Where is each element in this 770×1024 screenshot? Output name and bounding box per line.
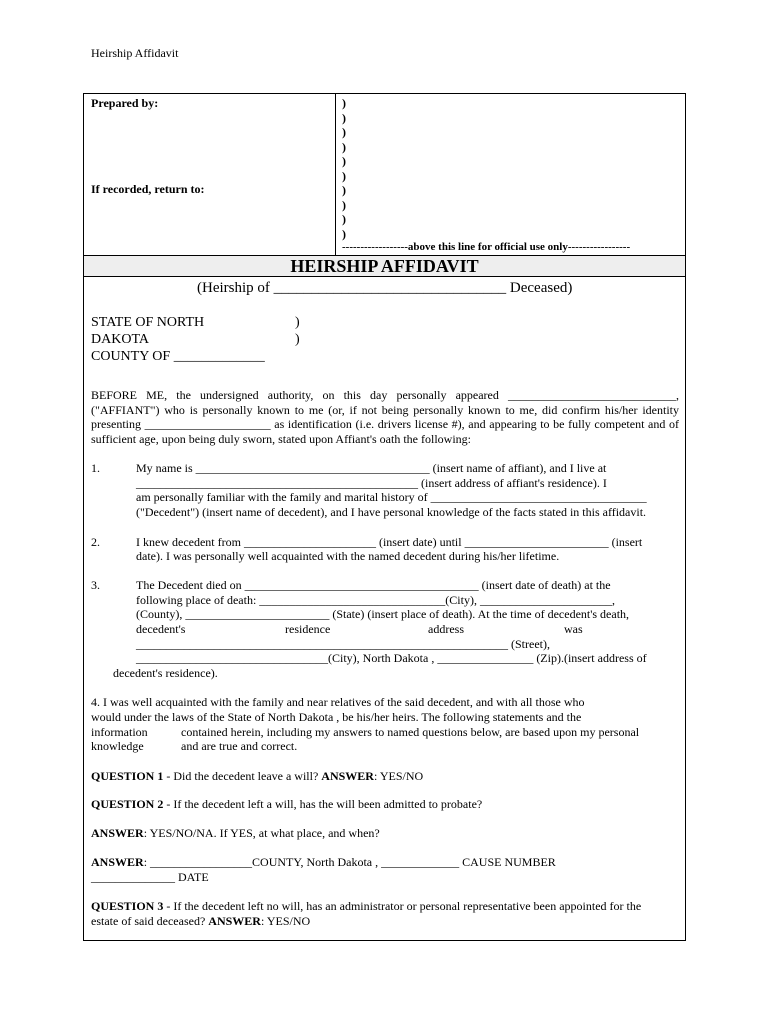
question-text: - If the decedent left no will, has an administrator or personal representative been appointed for the (163, 899, 642, 913)
item2-line: I knew decedent from ______________________ (insert date) until ________________________ (insert (136, 535, 643, 549)
item4-col: knowledge (91, 739, 144, 753)
answer-text: : YES/NO (260, 914, 311, 928)
item-number: 3. (91, 578, 100, 592)
page-header: Heirship Affidavit (91, 46, 179, 60)
answer-3-date: ______________ DATE (91, 870, 209, 884)
answer-text: : YES/NO (373, 769, 424, 783)
answer-label: ANSWER (91, 855, 144, 869)
paren: ) (342, 197, 346, 212)
item3-line: (County), ________________________ (State) (insert place of death). At the time of decedent's death, (136, 607, 630, 621)
item4-line: would under the laws of the State of North Dakota , be his/her heirs. The following statements and the (91, 710, 582, 724)
state-line2: DAKOTA (91, 332, 149, 347)
question-text: estate of said deceased? (91, 914, 209, 928)
item3-word: was (564, 622, 583, 636)
item2-line: date). I was personally well acquainted with the named decedent during his/her lifetime. (136, 549, 560, 563)
item1-line: _______________________________________________ (insert address of affiant's residence). I (136, 476, 607, 490)
answer-label: ANSWER (321, 769, 374, 783)
item1-line: am personally familiar with the family and marital history of ____________________________________ (136, 490, 647, 504)
county-line: COUNTY OF _____________ (91, 349, 265, 364)
question-1 (91, 769, 423, 784)
document-title: HEIRSHIP AFFIDAVIT (84, 255, 685, 277)
answer-text: : YES/NO/NA. If YES, at what place, and when? (143, 826, 380, 840)
item3-line: The Decedent died on _______________________________________ (insert date of death) at the (136, 578, 611, 592)
question-text: - Did the decedent leave a will? (163, 769, 322, 783)
question-label: QUESTION 1 (91, 769, 164, 783)
recording-section (84, 94, 685, 255)
item4-line: contained herein, including my answers to named questions below, are based upon my personal (181, 725, 640, 739)
answer-label: ANSWER (91, 826, 144, 840)
question-label: QUESTION 2 (91, 797, 164, 811)
question-3-line2 (91, 914, 310, 929)
item3-line: decedent's residence). (113, 666, 218, 680)
paren: ) (342, 96, 346, 110)
item4-line: and are true and correct. (181, 739, 298, 753)
item3-line: following place of death: _______________________________(City), ______________________, (136, 593, 615, 607)
item1-line: ("Decedent") (insert name of decedent), and I have personal knowledge of the facts stated in this affidavit. (136, 505, 647, 519)
item4-col: information (91, 725, 148, 739)
paren: ) (342, 154, 346, 168)
item-number: 1. (91, 461, 100, 475)
question-text: - If the decedent left a will, has the will been admitted to probate? (163, 797, 483, 811)
item3-line: ________________________________(City), North Dakota , ________________ (Zip).(insert address of (136, 651, 647, 665)
question-3 (91, 899, 641, 914)
paren: ) (342, 168, 346, 183)
venue-paren: ) (295, 315, 300, 330)
paren: ) (342, 183, 346, 197)
answer-2 (91, 826, 380, 841)
official-use-line: ------------------above this line for official use only----------------- (342, 241, 631, 253)
item1-line: My name is _______________________________________ (insert name of affiant), and I live at (136, 461, 607, 475)
answer-3 (91, 855, 556, 870)
paren: ) (342, 139, 346, 154)
item3-word: decedent's (136, 622, 186, 636)
paren: ) (342, 110, 346, 125)
item3-line: ______________________________________________________________ (Street), (136, 637, 550, 651)
paren: ) (342, 125, 346, 139)
prepared-by-label: Prepared by: (91, 96, 159, 110)
question-2 (91, 797, 482, 812)
intro-paragraph: BEFORE ME, the undersigned authority, on this day personally appeared ____________________________, ("AFFIANT") who is personally known to me (or, if not being personally known to me, did confirm his/her identity presenting _____________________ as identification (i.e. drivers license #), and appearing to be fully competent and of sufficient age, upon being duly sworn, stated upon Affiant's oath the following: (91, 388, 679, 446)
paren-column (342, 96, 346, 241)
answer-text: : _________________COUNTY, North Dakota , _____________ CAUSE NUMBER (143, 855, 556, 869)
subtitle: (Heirship of _______________________________ Deceased) (197, 280, 573, 296)
item3-word: residence (285, 622, 331, 636)
item3-word: address (428, 622, 464, 636)
item-number: 2. (91, 535, 100, 549)
paren: ) (342, 226, 346, 241)
state-line1: STATE OF NORTH (91, 315, 205, 330)
affidavit-form (83, 93, 686, 941)
question-label: QUESTION 3 (91, 899, 164, 913)
paren: ) (342, 212, 346, 226)
column-divider (335, 94, 336, 255)
item4-line: 4. I was well acquainted with the family and near relatives of the said decedent, and with all those who (91, 695, 585, 709)
answer-label: ANSWER (208, 914, 261, 928)
venue-paren: ) (295, 332, 300, 347)
return-to-label: If recorded, return to: (91, 182, 205, 196)
